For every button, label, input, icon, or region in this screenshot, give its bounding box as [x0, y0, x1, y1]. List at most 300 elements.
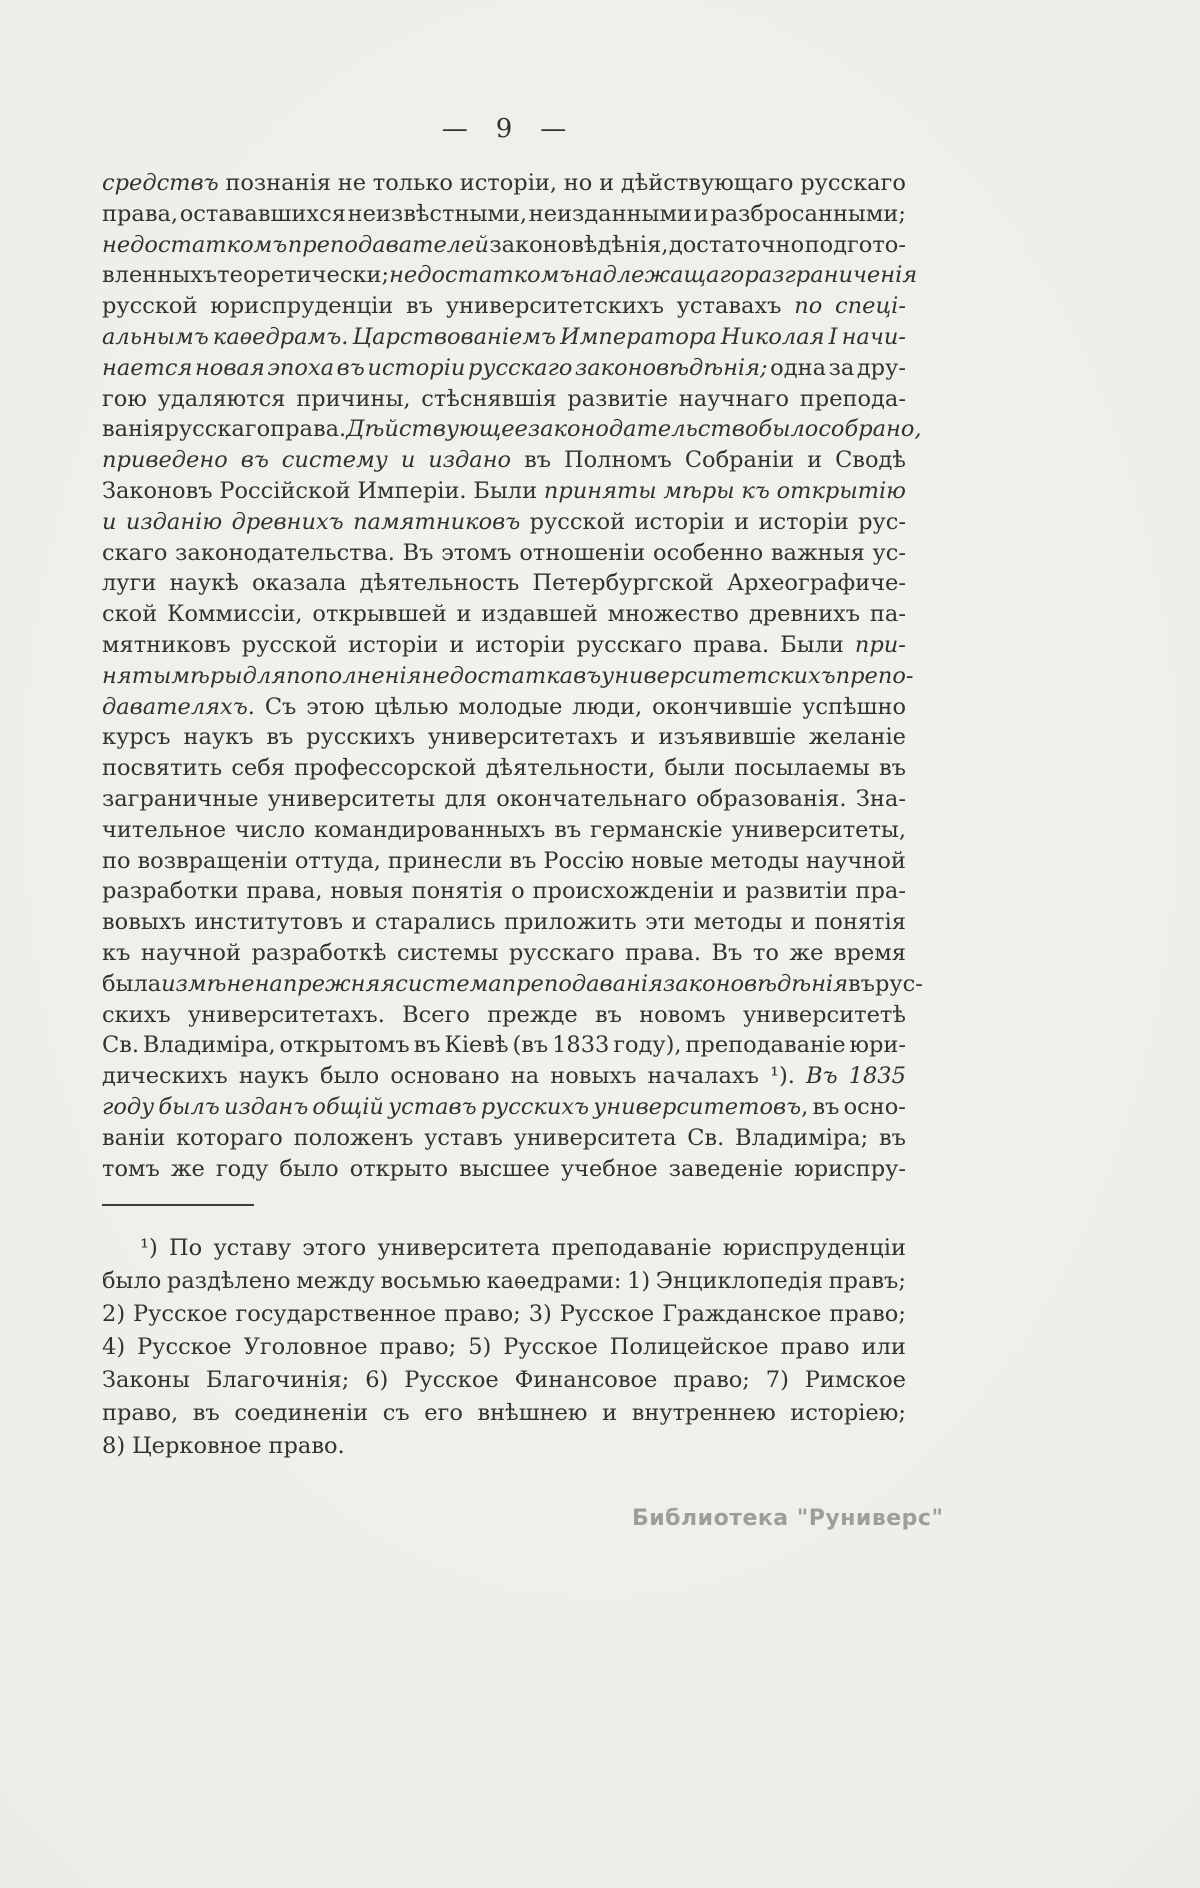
- word: Были: [473, 477, 538, 504]
- word: Были: [780, 631, 844, 658]
- word: Николая: [720, 323, 825, 350]
- text-line: [102, 753, 906, 784]
- word: право: [780, 1334, 850, 1360]
- word: новыя: [330, 878, 404, 905]
- word: Гражданское: [662, 1301, 822, 1327]
- word: принесли: [387, 847, 503, 874]
- word: древнихъ: [231, 508, 344, 535]
- word: новыхъ: [550, 1063, 637, 1090]
- word: особенно: [653, 539, 764, 566]
- word: методы: [710, 847, 799, 874]
- word: Владиміра;: [735, 1124, 869, 1151]
- text-line: [102, 692, 906, 723]
- word: 3): [528, 1301, 552, 1327]
- word: недостаткомъ: [389, 262, 575, 289]
- word: окончившіе: [652, 693, 793, 720]
- word: возвращеніи: [137, 847, 288, 874]
- word: ской: [102, 601, 158, 628]
- word: въ: [509, 847, 537, 874]
- word: исторіею;: [790, 1400, 906, 1426]
- word: этомъ: [441, 539, 512, 566]
- text-line: [102, 168, 906, 199]
- word: Законы: [102, 1367, 190, 1393]
- word: прежде: [487, 1001, 578, 1028]
- word: новомъ: [639, 1001, 726, 1028]
- word: университеты,: [731, 816, 906, 843]
- word: препода-: [799, 385, 906, 412]
- text-line: [102, 661, 914, 692]
- word: законовѣдѣнія: [663, 970, 849, 997]
- word: число: [234, 816, 306, 843]
- header-dash-right: —: [540, 114, 567, 144]
- word: средствъ: [102, 170, 219, 196]
- word: (въ: [512, 1032, 549, 1059]
- word: эти: [645, 909, 686, 936]
- word: открыто: [349, 1155, 449, 1182]
- word: ваніи: [102, 1124, 166, 1151]
- word: уставъ: [424, 1124, 503, 1151]
- word: наукъ: [183, 724, 254, 751]
- word: приложить: [503, 909, 637, 936]
- word: разработкѣ: [251, 939, 387, 966]
- text-line: [102, 815, 906, 846]
- text-line: [102, 1298, 906, 1331]
- word: Полицейское: [609, 1334, 769, 1360]
- word: русской: [529, 508, 626, 535]
- word: преподаванія: [501, 970, 663, 997]
- word: исторіи: [634, 508, 725, 535]
- word: Благочинія;: [205, 1367, 350, 1393]
- word: оттуда,: [294, 847, 381, 874]
- word: Собраніи: [684, 447, 795, 474]
- word: восьмью: [380, 1268, 481, 1294]
- word: и: [599, 170, 615, 196]
- word: университетахъ.: [187, 1001, 385, 1028]
- word: Русское: [503, 1334, 598, 1360]
- word: русскихъ: [480, 1093, 590, 1120]
- text-line: [102, 1331, 906, 1364]
- word: русскаго: [467, 354, 573, 381]
- word: окончательнаго: [496, 785, 687, 812]
- text-line: [102, 876, 906, 907]
- word: ¹).: [770, 1063, 795, 1090]
- word: скаго: [102, 539, 168, 566]
- word: подгото-: [804, 231, 906, 258]
- word: учебное: [560, 1155, 658, 1182]
- word: недостатка: [421, 662, 574, 689]
- word: Русское: [559, 1301, 655, 1327]
- word: давателяхъ.: [102, 693, 255, 720]
- word: образованія.: [696, 785, 847, 812]
- word: общій: [312, 1093, 384, 1120]
- page-number: 9: [495, 114, 513, 144]
- text-line: [102, 1000, 906, 1031]
- word: рус-: [875, 970, 923, 997]
- word: между: [296, 1268, 375, 1294]
- word: мѣры: [171, 662, 243, 689]
- word: законодательства.: [175, 539, 395, 566]
- word: 1835: [848, 1063, 906, 1090]
- word: наукъ: [238, 1063, 309, 1090]
- word: внѣшнею: [477, 1400, 588, 1426]
- library-watermark: Библиотека "Руниверс": [632, 1506, 944, 1531]
- word: спеці-: [835, 293, 906, 320]
- word: или: [861, 1334, 906, 1360]
- word: пра-: [855, 878, 906, 905]
- word: понятія: [814, 909, 906, 936]
- word: разработки: [102, 878, 239, 905]
- word: приведено: [102, 447, 228, 474]
- word: права,: [102, 200, 179, 227]
- word: право,: [102, 1400, 179, 1426]
- word: 1833: [552, 1032, 610, 1059]
- word: нается: [102, 354, 193, 381]
- word: не: [337, 170, 367, 196]
- word: русскаго: [800, 170, 906, 196]
- text-line: [102, 1030, 906, 1061]
- word: положенъ: [293, 1124, 414, 1151]
- word: ¹): [140, 1235, 158, 1261]
- word: въ: [336, 354, 365, 381]
- word: надлежащаго: [574, 262, 745, 289]
- word: издано: [428, 447, 512, 474]
- word: приняты: [543, 477, 657, 504]
- word: новая: [194, 354, 265, 381]
- word: и: [722, 878, 738, 905]
- word: развитіе: [567, 385, 669, 412]
- word: разбросанными;: [710, 200, 906, 227]
- word: раздѣлено: [166, 1268, 291, 1294]
- word: году),: [613, 1032, 682, 1059]
- word: неизданными: [528, 200, 692, 227]
- word: одна: [770, 354, 826, 381]
- word: университета: [377, 1235, 541, 1261]
- word: право;: [379, 1334, 457, 1360]
- word: юриспруденціи: [722, 1235, 906, 1261]
- word: права,: [246, 878, 323, 905]
- word: въ: [524, 447, 552, 474]
- word: и: [351, 909, 367, 936]
- word: причины,: [296, 385, 411, 412]
- word: уставъ: [388, 1093, 477, 1120]
- word: каѳедрами:: [486, 1268, 622, 1294]
- word: университетахъ: [427, 724, 618, 751]
- word: исторіи: [758, 508, 849, 535]
- word: Полномъ: [564, 447, 672, 474]
- word: право;: [444, 1301, 521, 1327]
- word: Петербургской: [532, 570, 714, 597]
- word: люди,: [572, 693, 643, 720]
- word: юриспру-: [794, 1155, 906, 1182]
- word: профессорской: [294, 755, 477, 782]
- word: удаляются: [157, 385, 286, 412]
- word: этою: [306, 693, 365, 720]
- word: германскіе: [590, 816, 723, 843]
- word: Св.: [102, 1032, 140, 1059]
- word: няты: [102, 662, 172, 689]
- word: внутреннею: [631, 1400, 776, 1426]
- word: было: [102, 1268, 162, 1294]
- word: 1): [627, 1268, 651, 1294]
- word: открытію: [776, 477, 906, 504]
- word: посылаемы: [734, 755, 870, 782]
- word: въ: [406, 293, 434, 320]
- word: Русское: [137, 1334, 232, 1360]
- text-line: [102, 230, 906, 261]
- word: въ: [413, 1032, 441, 1059]
- word: оказала: [251, 570, 347, 597]
- word: вовыхъ: [102, 909, 186, 936]
- text-line: [102, 599, 906, 630]
- word: Финансовое: [514, 1367, 658, 1393]
- word: изъявившіе: [658, 724, 796, 751]
- word: законовѣдѣнія,: [489, 231, 669, 258]
- word: Царствованіемъ: [352, 323, 556, 350]
- footnote-separator-rule: [102, 1204, 254, 1206]
- word: право;: [829, 1301, 906, 1327]
- word: гою: [102, 385, 147, 412]
- word: русскаго: [164, 416, 271, 443]
- word: Церковное: [132, 1433, 262, 1459]
- word: въ: [240, 447, 269, 474]
- word: важныя: [770, 539, 865, 566]
- word: 7): [765, 1367, 789, 1393]
- word: памятниковъ: [353, 508, 521, 535]
- word: теоретически;: [217, 262, 390, 289]
- word: новые: [630, 847, 704, 874]
- text-line: [102, 414, 922, 445]
- word: было: [279, 1155, 339, 1182]
- main-text: [102, 168, 923, 1184]
- word: государственное: [235, 1301, 437, 1327]
- word: году: [215, 1155, 269, 1182]
- word: правъ;: [828, 1268, 906, 1294]
- word: отношеніи: [519, 539, 646, 566]
- word: ус-: [872, 539, 906, 566]
- word: но: [563, 170, 593, 196]
- word: при-: [854, 631, 906, 658]
- word: была: [102, 970, 162, 997]
- word: мѣры: [663, 477, 735, 504]
- word: были: [664, 755, 726, 782]
- word: научной: [805, 847, 906, 874]
- word: и: [456, 601, 472, 628]
- word: систему: [281, 447, 388, 474]
- word: посвятить: [102, 755, 223, 782]
- word: вленныхъ: [102, 262, 218, 289]
- word: рус-: [858, 508, 906, 535]
- text-line: [102, 291, 906, 322]
- word: котораго: [176, 1124, 283, 1151]
- word: преподавателей: [287, 231, 489, 258]
- word: 8): [102, 1433, 126, 1459]
- word: заведеніе: [668, 1155, 784, 1182]
- header-dash-left: —: [441, 114, 468, 144]
- word: Коммиссіи,: [167, 601, 303, 628]
- word: въ: [266, 724, 294, 751]
- word: луги: [102, 570, 157, 597]
- word: открывшей: [312, 601, 447, 628]
- word: къ: [741, 477, 770, 504]
- word: же: [789, 939, 824, 966]
- word: эпоха: [267, 354, 335, 381]
- word: дѣятельности,: [485, 755, 656, 782]
- word: и: [790, 909, 806, 936]
- word: 4): [102, 1334, 126, 1360]
- word: осно-: [843, 1093, 906, 1120]
- word: права.: [693, 631, 770, 658]
- word: Кіевѣ: [444, 1032, 509, 1059]
- word: успѣшно: [802, 693, 906, 720]
- word: о: [511, 878, 525, 905]
- word: происхожденіи: [532, 878, 715, 905]
- word: Энциклопедія: [655, 1268, 823, 1294]
- word: по: [102, 847, 131, 874]
- word: университетѣ: [742, 1001, 906, 1028]
- word: препо-: [835, 662, 914, 689]
- word: дѣятельность: [359, 570, 520, 597]
- text-line: [102, 538, 906, 569]
- word: то: [752, 939, 779, 966]
- word: было: [758, 416, 819, 443]
- word: и: [630, 724, 646, 751]
- word: въ: [573, 662, 602, 689]
- text-line: [102, 1265, 906, 1298]
- word: дическихъ: [102, 1063, 228, 1090]
- text-line: [102, 1092, 906, 1123]
- word: па-: [869, 601, 906, 628]
- word: Римское: [804, 1367, 906, 1393]
- word: законодательство: [527, 416, 759, 443]
- word: неизвѣстными,: [347, 200, 528, 227]
- word: научной: [140, 939, 241, 966]
- word: 6): [365, 1367, 389, 1393]
- word: Русское: [404, 1367, 499, 1393]
- word: въ: [554, 816, 582, 843]
- word: Св.: [687, 1124, 725, 1151]
- word: исторіи,: [459, 170, 558, 196]
- word: съ: [382, 1400, 410, 1426]
- word: на: [510, 1063, 540, 1090]
- text-line: [102, 846, 906, 877]
- word: и: [693, 200, 709, 227]
- word: дѣйствующаго: [620, 170, 794, 196]
- word: цѣлью: [374, 693, 449, 720]
- text-line: [102, 722, 906, 753]
- word: молодые: [458, 693, 563, 720]
- word: былъ: [158, 1093, 220, 1120]
- word: юриспруденціи: [210, 293, 394, 320]
- word: высшее: [459, 1155, 550, 1182]
- word: Законовъ: [102, 477, 213, 504]
- word: Зна-: [855, 785, 906, 812]
- text-line: [102, 476, 906, 507]
- word: для: [242, 662, 287, 689]
- word: разграниченія: [744, 262, 918, 289]
- word: русской: [241, 631, 338, 658]
- word: познанія: [225, 170, 331, 196]
- word: томъ: [102, 1155, 160, 1182]
- word: за: [828, 354, 855, 381]
- word: и: [102, 508, 117, 535]
- word: Имперіи.: [357, 477, 467, 504]
- word: Всего: [402, 1001, 470, 1028]
- word: достаточно: [668, 231, 805, 258]
- text-line: [102, 1123, 906, 1154]
- word: русской: [102, 293, 198, 320]
- text-line: [102, 1430, 906, 1463]
- word: система: [395, 970, 502, 997]
- word: открытомъ: [279, 1032, 410, 1059]
- text-line: [102, 1397, 906, 1430]
- word: 5): [468, 1334, 492, 1360]
- word: Уголовное: [243, 1334, 368, 1360]
- word: собрано,: [818, 416, 922, 443]
- word: началахъ: [647, 1063, 759, 1090]
- word: году: [102, 1093, 155, 1120]
- word: измѣнена: [161, 970, 283, 997]
- text-line: [102, 199, 906, 230]
- text-line: [102, 507, 906, 538]
- word: къ: [102, 939, 131, 966]
- word: Въ: [711, 939, 743, 966]
- word: курсъ: [102, 724, 171, 751]
- word: уставахъ: [676, 293, 782, 320]
- text-line: [102, 630, 906, 661]
- word: юри-: [849, 1032, 906, 1059]
- word: и: [449, 631, 465, 658]
- word: альнымъ: [102, 323, 209, 350]
- word: соединеніи: [234, 1400, 369, 1426]
- word: его: [424, 1400, 463, 1426]
- word: въ: [879, 755, 906, 782]
- text-line: [102, 384, 906, 415]
- word: въ: [192, 1400, 220, 1426]
- word: изданъ: [223, 1093, 309, 1120]
- word: и: [807, 447, 823, 474]
- word: Въ: [806, 1063, 838, 1090]
- word: было: [319, 1063, 380, 1090]
- word: Дѣйствующее: [346, 416, 528, 443]
- word: научнаго: [678, 385, 790, 412]
- word: Съ: [264, 693, 297, 720]
- word: законовѣдѣнія;: [575, 354, 768, 381]
- word: изданію: [125, 508, 223, 535]
- text-line: [102, 322, 906, 353]
- text-line: [102, 1232, 906, 1265]
- word: чительное: [102, 816, 227, 843]
- text-line: [102, 907, 906, 938]
- word: университета: [513, 1124, 677, 1151]
- text-line: [102, 1061, 906, 1092]
- word: себя: [231, 755, 285, 782]
- word: университеты: [267, 785, 436, 812]
- word: старались: [375, 909, 496, 936]
- word: Владиміра,: [142, 1032, 276, 1059]
- word: въ: [848, 970, 875, 997]
- text-line: [102, 1364, 906, 1397]
- word: методы: [693, 909, 783, 936]
- word: мятниковъ: [102, 631, 231, 658]
- word: права.: [625, 939, 702, 966]
- word: начи-: [841, 323, 906, 350]
- word: I: [828, 323, 838, 350]
- word: этого: [302, 1235, 367, 1261]
- word: развитіи: [745, 878, 848, 905]
- word: русскаго: [576, 631, 683, 658]
- word: русскихъ: [306, 724, 416, 751]
- text-line: [102, 353, 906, 384]
